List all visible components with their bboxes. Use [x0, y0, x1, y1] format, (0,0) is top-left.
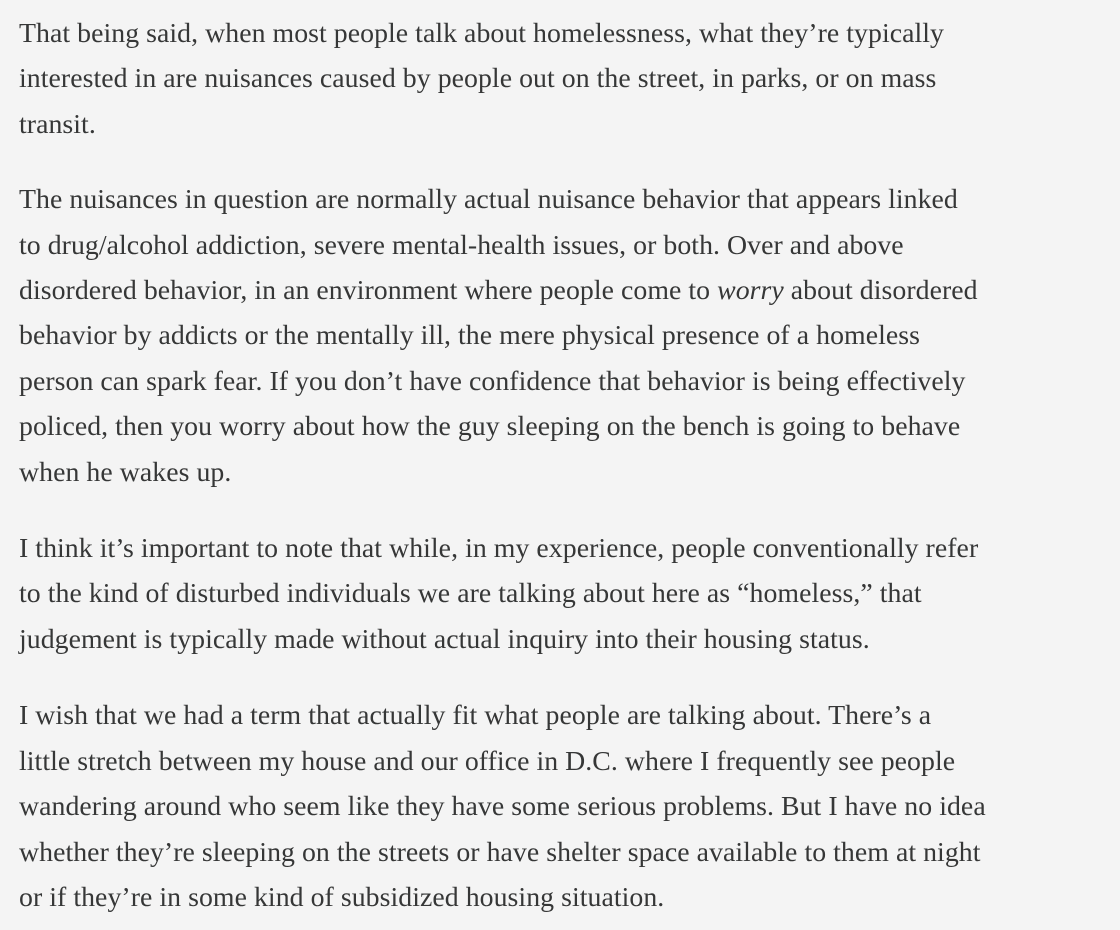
- text-line-with-emphasis: [19, 268, 1114, 313]
- paragraph-1: [19, 0, 1114, 147]
- paragraph-2: [19, 177, 1114, 495]
- text-line: to drug/alcohol addiction, severe mental-health issues, or both. Over and above: [19, 229, 904, 261]
- text-line: That being said, when most people talk about homelessness, what they’re typically: [19, 18, 944, 49]
- text-line: little stretch between my house and our office in D.C. where I frequently see people: [19, 745, 956, 777]
- paragraph-3: [19, 526, 1114, 662]
- text-line: I think it’s important to note that while, in my experience, people conventionally refer: [19, 533, 979, 565]
- text-line: transit.: [19, 108, 96, 140]
- text-line: I wish that we had a term that actually fit what people are talking about. There’s a: [19, 700, 932, 732]
- text-line: The nuisances in question are normally actual nuisance behavior that appears linked: [19, 184, 958, 216]
- emphasized-word: worry: [717, 275, 784, 307]
- text-line: wandering around who seem like they have some serious problems. But I have no idea: [19, 791, 986, 823]
- text-segment: disordered behavior, in an environment where people come to: [19, 275, 718, 307]
- text-line: policed, then you worry about how the guy sleeping on the bench is going to behave: [19, 411, 961, 443]
- text-line: interested in are nuisances caused by people out on the street, in parks, or on mass: [19, 63, 937, 95]
- text-line: when he wakes up.: [19, 456, 232, 488]
- paragraph-4: [19, 693, 1114, 920]
- text-line: or if they’re in some kind of subsidized housing situation.: [19, 881, 665, 913]
- article-body: [19, 0, 1114, 920]
- text-line: person can spark fear. If you don’t have confidence that behavior is being effectively: [19, 365, 966, 397]
- text-line: judgement is typically made without actual inquiry into their housing status.: [19, 623, 870, 655]
- text-segment: about disordered: [783, 275, 978, 307]
- text-line: behavior by addicts or the mentally ill, the mere physical presence of a homeless: [19, 320, 920, 352]
- text-line: to the kind of disturbed individuals we are talking about here as “homeless,” that: [19, 578, 922, 610]
- text-line: whether they’re sleeping on the streets or have shelter space available to them at night: [19, 836, 981, 868]
